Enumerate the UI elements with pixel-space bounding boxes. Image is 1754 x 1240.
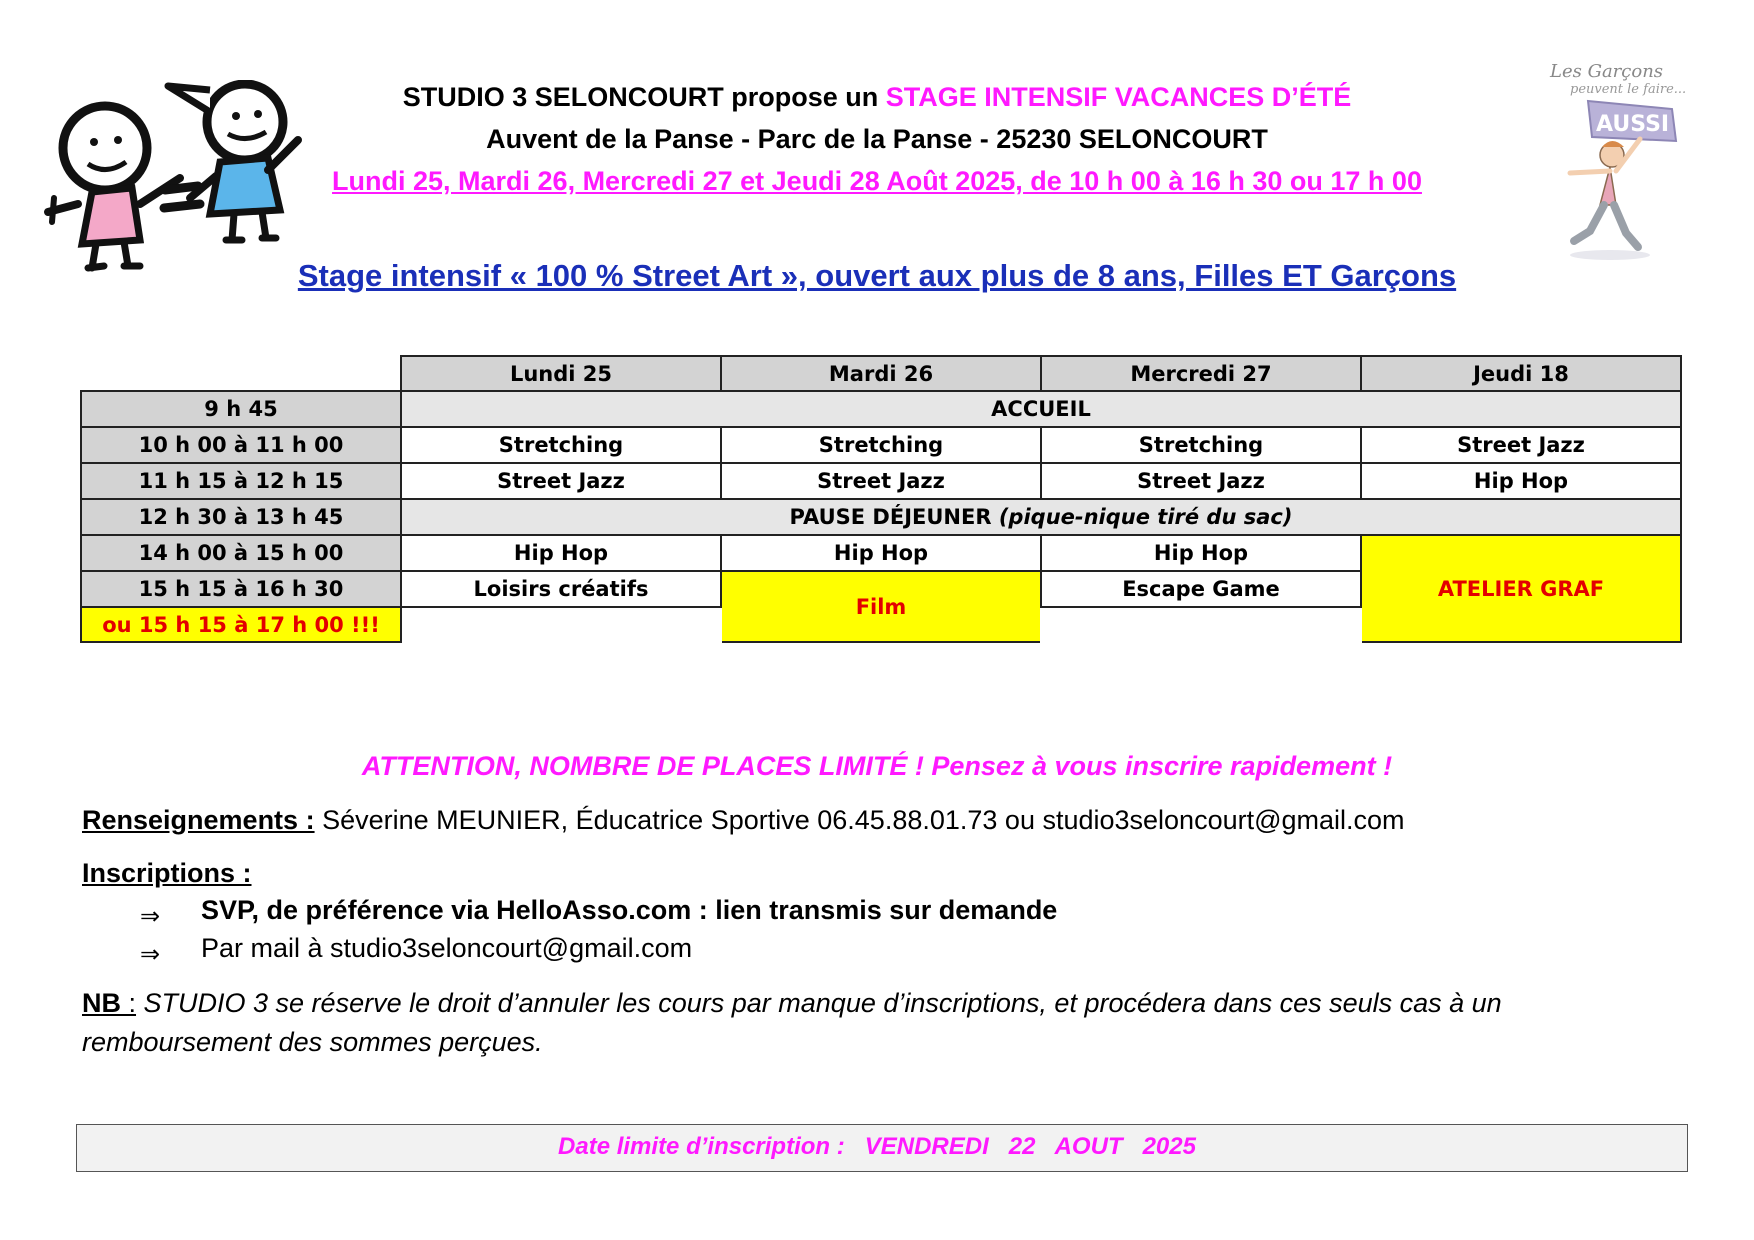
nb-text: STUDIO 3 se réserve le droit d’annuler les cours par manque d’inscriptions, et procédera dans ces seuls cas à un remboursement des sommes perçues. bbox=[82, 988, 1502, 1057]
activity-cell: Street Jazz bbox=[1040, 462, 1362, 500]
nb-label: NB bbox=[82, 988, 129, 1018]
lunch-break-note: (pique-nique tiré du sac) bbox=[998, 505, 1293, 529]
contact-label: Renseignements : bbox=[82, 805, 315, 835]
activity-cell: Loisirs créatifs bbox=[400, 570, 722, 608]
arrow-right-icon: ⇒ bbox=[140, 941, 161, 968]
activity-cell: Hip Hop bbox=[400, 534, 722, 572]
time-slot: 14 h 00 à 15 h 00 bbox=[80, 534, 402, 572]
activity-cell: Stretching bbox=[400, 426, 722, 464]
time-slot-extended: ou 15 h 15 à 17 h 00 !!! bbox=[80, 606, 402, 643]
day-header: Jeudi 18 bbox=[1360, 355, 1682, 392]
contact-text: Séverine MEUNIER, Éducatrice Sportive 06.45.88.01.73 ou studio3seloncourt@gmail.com bbox=[314, 805, 1405, 835]
header-line1-highlight: STAGE INTENSIF VACANCES D’ÉTÉ bbox=[885, 82, 1352, 112]
activity-cell: Hip Hop bbox=[1360, 462, 1682, 500]
nb-disclaimer bbox=[82, 984, 1682, 1062]
day-header: Mardi 26 bbox=[720, 355, 1042, 392]
header-line1-prefix: STUDIO 3 SELONCOURT propose un bbox=[402, 82, 886, 112]
day-header: Mercredi 27 bbox=[1040, 355, 1362, 392]
activity-cell: Street Jazz bbox=[400, 462, 722, 500]
activity-cell: Stretching bbox=[1040, 426, 1362, 464]
time-slot: 12 h 30 à 13 h 45 bbox=[80, 498, 402, 536]
day-header: Lundi 25 bbox=[400, 355, 722, 392]
arrow-right-icon: ⇒ bbox=[140, 903, 161, 930]
activity-cell: Street Jazz bbox=[1360, 426, 1682, 464]
accueil-row: ACCUEIL bbox=[400, 390, 1682, 428]
empty-cell bbox=[1040, 606, 1362, 643]
schedule-table bbox=[80, 355, 1692, 643]
stage-title: Stage intensif « 100 % Street Art », ouvert aux plus de 8 ans, Filles ET Garçons bbox=[297, 258, 1457, 293]
attention-notice: ATTENTION, NOMBRE DE PLACES LIMITÉ ! Pensez à vous inscrire rapidement ! bbox=[361, 751, 1393, 781]
inscriptions-title: Inscriptions : bbox=[82, 858, 252, 888]
time-slot: 11 h 15 à 12 h 15 bbox=[80, 462, 402, 500]
time-slot: 9 h 45 bbox=[80, 390, 402, 428]
contact-info bbox=[82, 805, 1405, 836]
time-slot: 10 h 00 à 11 h 00 bbox=[80, 426, 402, 464]
film-cell: Film bbox=[720, 570, 1042, 643]
header-line1 bbox=[0, 82, 1754, 113]
deadline-text: Date limite d’inscription : VENDREDI 22 AOUT 2025 bbox=[558, 1133, 1196, 1160]
lunch-break-row bbox=[400, 498, 1682, 536]
logo-line1: Les Garçons bbox=[1550, 61, 1664, 82]
empty-cell bbox=[400, 606, 722, 643]
logo-line2: peuvent le faire... bbox=[1570, 82, 1687, 97]
header-dates: Lundi 25, Mardi 26, Mercredi 27 et Jeudi 28 Août 2025, de 10 h 00 à 16 h 30 ou 17 h 00 bbox=[332, 166, 1422, 196]
inscription-option: SVP, de préférence via HelloAsso.com : lien transmis sur demande bbox=[201, 895, 1058, 925]
activity-cell: Hip Hop bbox=[1040, 534, 1362, 572]
lunch-break-label: PAUSE DÉJEUNER bbox=[789, 505, 999, 529]
time-slot: 15 h 15 à 16 h 30 bbox=[80, 570, 402, 608]
header-address: Auvent de la Panse - Parc de la Panse - 25230 SELONCOURT bbox=[486, 124, 1268, 154]
activity-cell: Stretching bbox=[720, 426, 1042, 464]
nb-colon: : bbox=[128, 988, 137, 1018]
activity-cell: Street Jazz bbox=[720, 462, 1042, 500]
activity-cell: Escape Game bbox=[1040, 570, 1362, 608]
inscription-option: Par mail à studio3seloncourt@gmail.com bbox=[201, 933, 693, 963]
logo-line3: AUSSI ! bbox=[1596, 112, 1687, 137]
activity-cell: Hip Hop bbox=[720, 534, 1042, 572]
atelier-graf-cell: ATELIER GRAF bbox=[1360, 534, 1682, 643]
